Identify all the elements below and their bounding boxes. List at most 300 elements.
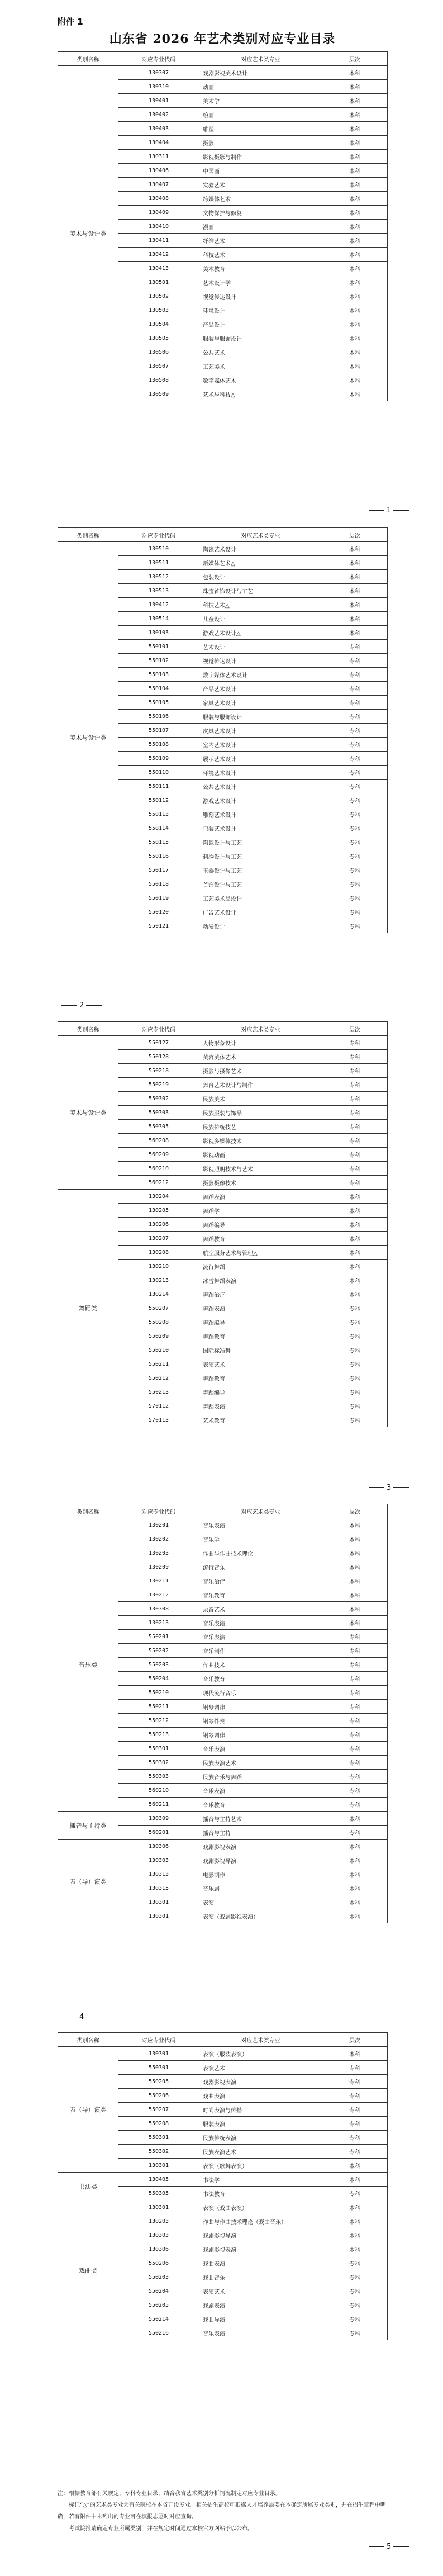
major-code-cell: 550210 <box>118 1686 199 1700</box>
major-code-cell: 550115 <box>118 835 199 849</box>
major-code-cell: 550128 <box>118 1050 199 1064</box>
major-code-cell: 550305 <box>118 2187 199 2200</box>
level-cell: 本科 <box>322 206 388 220</box>
major-name-cell: 书法教育 <box>199 2187 322 2200</box>
level-cell: 专科 <box>322 710 388 724</box>
major-name-cell: 舞蹈学 <box>199 1204 322 1218</box>
level-cell: 专科 <box>322 807 388 821</box>
major-name-cell: 戏剧影视表演 <box>199 2242 322 2256</box>
footnote-paragraph: 标记“△”的艺术类专业为有关院校在本省开设专业。相关招生高校可根据人才培养需要在本确定所属专业类别，并在招生章程中明确，若有附件中未列出的专业可在填报志愿时对应查询。 <box>58 2502 386 2520</box>
major-name-cell: 民族表演艺术 <box>199 2145 322 2159</box>
major-code-cell: 550114 <box>118 821 199 835</box>
page-number-text: 4 <box>79 2013 84 2021</box>
major-code-cell: 130503 <box>118 303 199 317</box>
level-cell: 本科 <box>322 2214 388 2228</box>
major-name-cell: 游戏艺术设计 <box>199 793 322 807</box>
major-code-cell: 550201 <box>118 1630 199 1644</box>
level-cell: 专科 <box>322 1371 388 1385</box>
major-name-cell: 艺术设计 <box>199 640 322 654</box>
major-code-cell: 130203 <box>118 2214 199 2228</box>
major-name-cell: 播音与主持 <box>199 1826 322 1840</box>
major-code-cell: 550119 <box>118 891 199 905</box>
major-name-cell: 艺术设计学 <box>199 275 322 289</box>
major-code-cell: 550213 <box>118 1728 199 1742</box>
level-cell: 本科 <box>322 108 388 122</box>
major-name-cell: 民族传统技艺 <box>199 1120 322 1134</box>
table-header <box>58 1504 388 1518</box>
level-cell: 本科 <box>322 2173 388 2187</box>
major-code-cell: 550205 <box>118 2298 199 2312</box>
level-cell: 本科 <box>322 1273 388 1287</box>
major-name-cell: 国际标准舞 <box>199 1343 322 1357</box>
level-cell: 本科 <box>322 1895 388 1909</box>
major-name-cell: 动画 <box>199 80 322 94</box>
major-name-cell: 民族服装与饰品 <box>199 1106 322 1120</box>
major-code-cell: 550116 <box>118 849 199 863</box>
major-name-cell: 现代流行音乐 <box>199 1686 322 1700</box>
major-name-cell: 作曲与作曲技术理论（戏曲音乐） <box>199 2214 322 2228</box>
major-name-cell: 音乐表演 <box>199 1784 322 1798</box>
major-name-cell: 民族美术 <box>199 1092 322 1106</box>
major-code-cell: 130213 <box>118 1273 199 1287</box>
level-cell: 本科 <box>322 164 388 178</box>
major-code-cell: 130413 <box>118 262 199 275</box>
major-table <box>58 2032 388 2340</box>
major-code-cell: 130315 <box>118 1881 199 1895</box>
major-name-cell: 表演（服装表演） <box>199 2047 322 2061</box>
level-cell: 专科 <box>322 1399 388 1413</box>
category-cell: 播音与主持类 <box>58 1812 118 1840</box>
column-header: 对应艺术类专业 <box>199 1022 322 1036</box>
major-name-cell: 首饰设计与工艺 <box>199 877 322 891</box>
table-row <box>58 542 388 556</box>
major-name-cell: 美术教育 <box>199 262 322 275</box>
level-cell: 本科 <box>322 2047 388 2061</box>
page-number-dash <box>369 510 384 511</box>
level-cell: 专科 <box>322 793 388 807</box>
level-cell: 专科 <box>322 1301 388 1315</box>
level-cell: 专科 <box>322 780 388 793</box>
level-cell: 专科 <box>322 1092 388 1106</box>
major-code-cell: 550109 <box>118 752 199 766</box>
level-cell: 专科 <box>322 1162 388 1176</box>
major-code-cell: 550117 <box>118 863 199 877</box>
major-name-cell: 陶瓷艺术设计 <box>199 542 322 556</box>
major-name-cell: 雕刻艺术设计 <box>199 807 322 821</box>
major-code-cell: 550303 <box>118 1106 199 1120</box>
major-code-cell: 550206 <box>118 2089 199 2103</box>
major-table <box>58 1504 388 1923</box>
column-header: 对应专业代码 <box>118 528 199 542</box>
column-header: 层次 <box>322 2033 388 2047</box>
level-cell: 本科 <box>322 2200 388 2214</box>
major-code-cell: 130408 <box>118 192 199 206</box>
major-name-cell: 服装与服饰设计 <box>199 331 322 345</box>
major-name-cell: 音乐教育 <box>199 1672 322 1686</box>
document-title: 山东省 2026 年艺术类别对应专业目录 <box>109 32 336 46</box>
page-number <box>369 2542 409 2551</box>
level-cell: 专科 <box>322 1413 388 1427</box>
table-row <box>58 1840 388 1853</box>
major-name-cell: 美术学 <box>199 94 322 108</box>
major-code-cell: 560210 <box>118 1162 199 1176</box>
major-name-cell: 音乐表演 <box>199 1630 322 1644</box>
major-name-cell: 流行音乐 <box>199 1560 322 1574</box>
table-header-row <box>58 1022 388 1036</box>
major-name-cell: 皮具艺术设计 <box>199 724 322 738</box>
level-cell: 本科 <box>322 2228 388 2242</box>
table-row <box>58 2047 388 2061</box>
major-code-cell: 130507 <box>118 359 199 373</box>
major-code-cell: 550103 <box>118 668 199 682</box>
attachment-label: 附件 1 <box>58 17 83 27</box>
major-code-cell: 130402 <box>118 108 199 122</box>
major-name-cell: 服装表演 <box>199 2117 322 2131</box>
level-cell: 本科 <box>322 598 388 612</box>
major-name-cell: 戏曲音乐 <box>199 2270 322 2284</box>
table-page-2 <box>58 527 387 933</box>
column-header: 类别名称 <box>58 1022 118 1036</box>
major-code-cell: 550110 <box>118 766 199 780</box>
major-name-cell: 音乐治疗 <box>199 1574 322 1588</box>
page-number-text: 2 <box>79 1001 84 1010</box>
level-cell: 本科 <box>322 373 388 387</box>
major-code-cell: 550212 <box>118 1714 199 1728</box>
footnote-paragraph: 注：根据教育部有关规定，专科专业目录，结合我省艺术类别分析情况制定对应专业目录。 <box>58 2491 281 2497</box>
major-name-cell: 室内艺术设计 <box>199 738 322 752</box>
major-name-cell: 表演（歌舞表演） <box>199 2159 322 2173</box>
column-header: 对应艺术类专业 <box>199 2033 322 2047</box>
category-cell: 美术与设计类 <box>58 66 118 401</box>
major-code-cell: 550112 <box>118 793 199 807</box>
major-name-cell: 游戏艺术设计△ <box>199 626 322 640</box>
level-cell: 本科 <box>322 122 388 136</box>
column-header: 对应专业代码 <box>118 1022 199 1036</box>
major-code-cell: 550211 <box>118 1700 199 1714</box>
major-code-cell: 130203 <box>118 1546 199 1560</box>
column-header: 类别名称 <box>58 1504 118 1518</box>
major-name-cell: 音乐表演 <box>199 1518 322 1532</box>
page-number <box>61 2013 102 2021</box>
level-cell: 专科 <box>322 2103 388 2117</box>
major-code-cell: 130308 <box>118 1602 199 1616</box>
major-code-cell: 550212 <box>118 1371 199 1385</box>
major-code-cell: 130508 <box>118 373 199 387</box>
major-name-cell: 美容美体艺术 <box>199 1050 322 1064</box>
major-code-cell: 130411 <box>118 234 199 248</box>
major-code-cell: 550216 <box>118 2326 199 2340</box>
table-row <box>58 1036 388 1050</box>
major-code-cell: 560201 <box>118 1826 199 1840</box>
major-code-cell: 130301 <box>118 2200 199 2214</box>
level-cell: 本科 <box>322 317 388 331</box>
column-header: 对应专业代码 <box>118 2033 199 2047</box>
major-code-cell: 550118 <box>118 877 199 891</box>
level-cell: 本科 <box>322 612 388 626</box>
level-cell: 专科 <box>322 1329 388 1343</box>
major-code-cell: 550303 <box>118 1770 199 1784</box>
major-code-cell: 550208 <box>118 2117 199 2131</box>
level-cell: 专科 <box>322 1343 388 1357</box>
level-cell: 专科 <box>322 1106 388 1120</box>
level-cell: 专科 <box>322 1784 388 1798</box>
level-cell: 本科 <box>322 1218 388 1232</box>
table-row <box>58 66 388 80</box>
major-name-cell: 服装与服饰设计 <box>199 710 322 724</box>
major-name-cell: 表演（戏剧影视表演） <box>199 1909 322 1923</box>
document-header <box>58 16 387 50</box>
major-name-cell: 数字媒体艺术 <box>199 373 322 387</box>
major-name-cell: 舞蹈表演 <box>199 1301 322 1315</box>
level-cell: 本科 <box>322 1588 388 1602</box>
level-cell: 本科 <box>322 387 388 401</box>
major-code-cell: 130404 <box>118 136 199 150</box>
table-row <box>58 1190 388 1204</box>
major-code-cell: 130313 <box>118 1867 199 1881</box>
table-header <box>58 528 388 542</box>
level-cell: 本科 <box>322 1812 388 1826</box>
category-cell: 舞蹈类 <box>58 1190 118 1427</box>
major-name-cell: 包装艺术设计 <box>199 821 322 835</box>
major-code-cell: 130303 <box>118 1853 199 1867</box>
major-name-cell: 新媒体艺术△ <box>199 556 322 570</box>
major-name-cell: 音乐表演 <box>199 2326 322 2340</box>
major-code-cell: 550101 <box>118 640 199 654</box>
major-code-cell: 130412 <box>118 248 199 262</box>
major-name-cell: 戏剧影视表演 <box>199 1840 322 1853</box>
major-code-cell: 130407 <box>118 178 199 192</box>
level-cell: 专科 <box>322 1686 388 1700</box>
major-code-cell: 130213 <box>118 1616 199 1630</box>
level-cell: 本科 <box>322 303 388 317</box>
major-name-cell: 环境艺术设计 <box>199 766 322 780</box>
major-name-cell: 产品设计 <box>199 317 322 331</box>
level-cell: 专科 <box>322 1148 388 1162</box>
level-cell: 专科 <box>322 1644 388 1658</box>
major-name-cell: 冰雪舞蹈表演 <box>199 1273 322 1287</box>
level-cell: 专科 <box>322 905 388 919</box>
major-code-cell: 560212 <box>118 1176 199 1190</box>
level-cell: 本科 <box>322 1602 388 1616</box>
level-cell: 本科 <box>322 1853 388 1867</box>
major-name-cell: 舞蹈教育 <box>199 1329 322 1343</box>
level-cell: 专科 <box>322 1357 388 1371</box>
level-cell: 专科 <box>322 2145 388 2159</box>
level-cell: 本科 <box>322 1560 388 1574</box>
table-row <box>58 1812 388 1826</box>
major-code-cell: 130202 <box>118 1532 199 1546</box>
major-name-cell: 玉器设计与工艺 <box>199 863 322 877</box>
level-cell: 本科 <box>322 1287 388 1301</box>
major-code-cell: 550301 <box>118 1742 199 1756</box>
major-name-cell: 流行舞蹈 <box>199 1260 322 1273</box>
level-cell: 专科 <box>322 863 388 877</box>
major-name-cell: 视觉传达设计 <box>199 654 322 668</box>
page-number-text: 1 <box>387 506 392 515</box>
level-cell: 专科 <box>322 821 388 835</box>
major-code-cell: 130209 <box>118 1560 199 1574</box>
major-name-cell: 科技艺术△ <box>199 598 322 612</box>
major-name-cell: 戏剧表演 <box>199 2298 322 2312</box>
level-cell: 专科 <box>322 2089 388 2103</box>
major-code-cell: 550302 <box>118 1092 199 1106</box>
level-cell: 本科 <box>322 66 388 80</box>
major-code-cell: 550301 <box>118 2131 199 2145</box>
major-code-cell: 130306 <box>118 2242 199 2256</box>
level-cell: 专科 <box>322 1826 388 1840</box>
page-number-text: 3 <box>387 1484 392 1492</box>
major-name-cell: 绘画 <box>199 108 322 122</box>
major-name-cell: 音乐学 <box>199 1532 322 1546</box>
major-code-cell: 550208 <box>118 1315 199 1329</box>
level-cell: 专科 <box>322 877 388 891</box>
level-cell: 本科 <box>322 275 388 289</box>
level-cell: 专科 <box>322 696 388 710</box>
level-cell: 本科 <box>322 1909 388 1923</box>
level-cell: 专科 <box>322 682 388 696</box>
footnote-paragraph: 考试院报请确定专业所属类别，并在规定时间通过本校官方网站予以公布。 <box>69 2526 253 2532</box>
major-code-cell: 550204 <box>118 1672 199 1686</box>
major-name-cell: 视觉传达设计 <box>199 289 322 303</box>
page-number <box>369 506 409 515</box>
major-name-cell: 表演 <box>199 1895 322 1909</box>
level-cell: 本科 <box>322 1518 388 1532</box>
major-code-cell: 130510 <box>118 542 199 556</box>
major-name-cell: 纤维艺术 <box>199 234 322 248</box>
major-code-cell: 550203 <box>118 2270 199 2284</box>
major-code-cell: 130406 <box>118 164 199 178</box>
major-code-cell: 560211 <box>118 1798 199 1812</box>
table-row <box>58 1518 388 1532</box>
category-cell: 美术与设计类 <box>58 542 118 933</box>
level-cell: 专科 <box>322 2131 388 2145</box>
level-cell: 本科 <box>322 1881 388 1895</box>
major-code-cell: 130514 <box>118 612 199 626</box>
level-cell: 专科 <box>322 2061 388 2075</box>
major-code-cell: 550209 <box>118 1329 199 1343</box>
major-code-cell: 130505 <box>118 331 199 345</box>
major-name-cell: 民族传统表演 <box>199 2131 322 2145</box>
level-cell: 专科 <box>322 1672 388 1686</box>
table-header-row <box>58 2033 388 2047</box>
level-cell: 本科 <box>322 2159 388 2173</box>
major-code-cell: 130401 <box>118 94 199 108</box>
major-name-cell: 影视照明技术与艺术 <box>199 1162 322 1176</box>
major-name-cell: 影视多媒体技术 <box>199 1134 322 1148</box>
column-header: 层次 <box>322 52 388 66</box>
major-code-cell: 550302 <box>118 1756 199 1770</box>
major-code-cell: 130303 <box>118 2228 199 2242</box>
major-name-cell: 广告艺术设计 <box>199 905 322 919</box>
major-code-cell: 130211 <box>118 1574 199 1588</box>
major-name-cell: 艺术教育 <box>199 1413 322 1427</box>
major-name-cell: 摄影 <box>199 136 322 150</box>
major-code-cell: 550120 <box>118 905 199 919</box>
major-name-cell: 舞蹈治疗 <box>199 1287 322 1301</box>
level-cell: 专科 <box>322 2117 388 2131</box>
level-cell: 专科 <box>322 752 388 766</box>
major-name-cell: 展示艺术设计 <box>199 752 322 766</box>
major-code-cell: 550213 <box>118 1385 199 1399</box>
level-cell: 本科 <box>322 1232 388 1246</box>
major-name-cell: 动漫设计 <box>199 919 322 933</box>
major-code-cell: 550214 <box>118 2312 199 2326</box>
major-code-cell: 130512 <box>118 570 199 584</box>
level-cell: 专科 <box>322 766 388 780</box>
major-name-cell: 摄影摄像技术 <box>199 1176 322 1190</box>
major-code-cell: 550113 <box>118 807 199 821</box>
level-cell: 专科 <box>322 738 388 752</box>
level-cell: 专科 <box>322 2256 388 2270</box>
table-header-row <box>58 528 388 542</box>
major-code-cell: 130410 <box>118 220 199 234</box>
major-name-cell: 实验艺术 <box>199 178 322 192</box>
major-code-cell: 130504 <box>118 317 199 331</box>
major-code-cell: 560209 <box>118 1148 199 1162</box>
major-name-cell: 公共艺术设计 <box>199 780 322 793</box>
major-name-cell: 影视摄影与制作 <box>199 150 322 164</box>
major-name-cell: 舞台艺术设计与制作 <box>199 1078 322 1092</box>
level-cell: 本科 <box>322 80 388 94</box>
major-code-cell: 130309 <box>118 1812 199 1826</box>
level-cell: 专科 <box>322 2312 388 2326</box>
level-cell: 专科 <box>322 2075 388 2089</box>
level-cell: 本科 <box>322 345 388 359</box>
major-name-cell: 雕塑 <box>199 122 322 136</box>
level-cell: 专科 <box>322 2187 388 2200</box>
major-code-cell: 130511 <box>118 556 199 570</box>
page-number-dash <box>61 1005 77 1006</box>
level-cell: 本科 <box>322 94 388 108</box>
level-cell: 本科 <box>322 1260 388 1273</box>
table-header <box>58 1022 388 1036</box>
major-code-cell: 130204 <box>118 1190 199 1204</box>
major-name-cell: 表演艺术 <box>199 2061 322 2075</box>
major-name-cell: 包装设计 <box>199 570 322 584</box>
level-cell: 本科 <box>322 1204 388 1218</box>
major-table <box>58 527 388 933</box>
major-code-cell: 130513 <box>118 584 199 598</box>
major-name-cell: 家具艺术设计 <box>199 696 322 710</box>
major-code-cell: 130403 <box>118 122 199 136</box>
major-code-cell: 130307 <box>118 66 199 80</box>
major-code-cell: 550111 <box>118 780 199 793</box>
major-name-cell: 作曲技术 <box>199 1658 322 1672</box>
level-cell: 专科 <box>322 1742 388 1756</box>
major-code-cell: 130206 <box>118 1218 199 1232</box>
level-cell: 专科 <box>322 1176 388 1190</box>
major-code-cell: 560208 <box>118 1134 199 1148</box>
major-code-cell: 130207 <box>118 1232 199 1246</box>
major-name-cell: 舞蹈教育 <box>199 1371 322 1385</box>
level-cell: 专科 <box>322 919 388 933</box>
page-number-dash <box>369 2546 384 2547</box>
major-code-cell: 130306 <box>118 1840 199 1853</box>
table-header-row <box>58 1504 388 1518</box>
level-cell: 本科 <box>322 1574 388 1588</box>
major-name-cell: 陶瓷设计与工艺 <box>199 835 322 849</box>
level-cell: 专科 <box>322 1385 388 1399</box>
level-cell: 本科 <box>322 192 388 206</box>
level-cell: 专科 <box>322 849 388 863</box>
table-page-3 <box>58 1021 387 1427</box>
table-page-1 <box>58 51 387 401</box>
major-code-cell: 130210 <box>118 1260 199 1273</box>
level-cell: 专科 <box>322 1064 388 1078</box>
column-header: 对应专业代码 <box>118 52 199 66</box>
major-code-cell: 550305 <box>118 1120 199 1134</box>
major-name-cell: 影视动画 <box>199 1148 322 1162</box>
